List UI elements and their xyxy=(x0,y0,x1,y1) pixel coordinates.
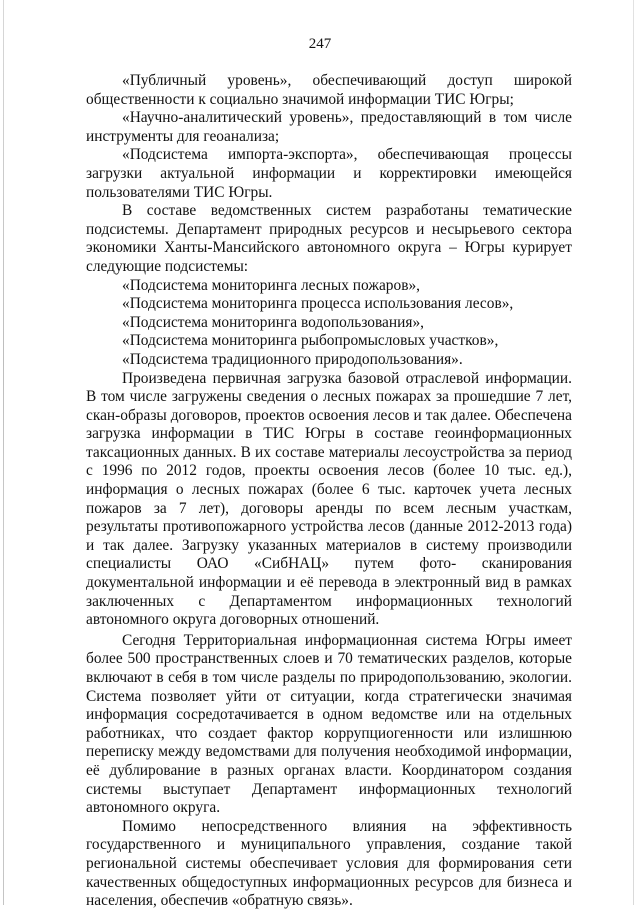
paragraph-initial-load: Произведена первичная загрузка базовой отраслевой информации. В том числе загружены сведения о лесных пожарах за прошедшие 7 лет, скан-образы договоров, проектов освоения лесов и так далее. Обеспечена загрузка информации в ТИС Югры в составе геоинформационных таксационных данных. В их составе материалы лесоустройства за период с 1996 по 2012 годов, проекты освоения лесов (более 10 тыс. ед.), информация о лесных пожарах (более 6 тыс. карточек учета лесных пожаров за 7 лет), договоры аренды по всем лесным участкам, результаты противопожарного устройства лесов (данные 2012-2013 года) и так далее. Загрузку указанных материалов в систему производили специалисты ОАО «СибНАЦ» путем фото- сканирования документальной информации и её перевода в электронный вид в рамках заключенных с Департаментом информационных технологий автономного округа договорных отношений. xyxy=(86,369,572,629)
page-number: 247 xyxy=(308,36,332,52)
list-item-forest-use: «Подсистема мониторинга процесса использования лесов», xyxy=(122,295,514,313)
list-item-forest-fires: «Подсистема мониторинга лесных пожаров», xyxy=(122,276,421,294)
paragraph-import-export: «Подсистема импорта-экспорта», обеспечивающая процессы загрузки актуальной информации и корректировки имеющейся пользователями ТИС Югры. xyxy=(86,146,572,201)
paragraph-analytical-level: «Научно-аналитический уровень», предоставляющий в том числе инструменты для геоанализа; xyxy=(86,109,572,145)
list-item-fishing-areas: «Подсистема мониторинга рыбопромысловых участков», xyxy=(122,332,499,350)
paragraph-impact: Помимо непосредственного влияния на эффективность государственного и муниципального управления, создание такой региональной системы обеспечивает условия для формирования сети качественных общедоступных информационных ресурсов для бизнеса и населения, обеспечив «обратную связь». xyxy=(86,817,572,910)
list-item-traditional-use: «Подсистема традиционного природопользования». xyxy=(122,350,463,368)
list-item-water-use: «Подсистема мониторинга водопользования», xyxy=(122,313,424,331)
paragraph-today: Сегодня Территориальная информационная система Югры имеет более 500 пространственных слоев и 70 тематических разделов, которые включают в себя в том числе разделы по природопользованию, экологии. Система позволяет уйти от ситуации, когда стратегически значимая информация сосредотачивается в одном ведомстве или на отдельных работниках, что создает фактор коррупциогенности или излишнюю переписку между ведомствами для получения необходимой информации, её дублирование в разных органах власти. Координатором создания системы выступает Департамент информационных технологий автономного округа. xyxy=(86,631,572,817)
paragraph-departmental-systems: В составе ведомственных систем разработаны тематические подсистемы. Департамент природных ресурсов и несырьевого сектора экономики Ханты-Мансийского автономного округа – Югры курирует следующие подсистемы: xyxy=(86,202,572,275)
scan-edge-left xyxy=(3,0,4,905)
paragraph-public-level: «Публичный уровень», обеспечивающий доступ широкой общественности к социально значимой информации ТИС Югры; xyxy=(86,72,572,108)
body-text xyxy=(86,72,572,911)
scan-edge-right xyxy=(633,0,634,905)
